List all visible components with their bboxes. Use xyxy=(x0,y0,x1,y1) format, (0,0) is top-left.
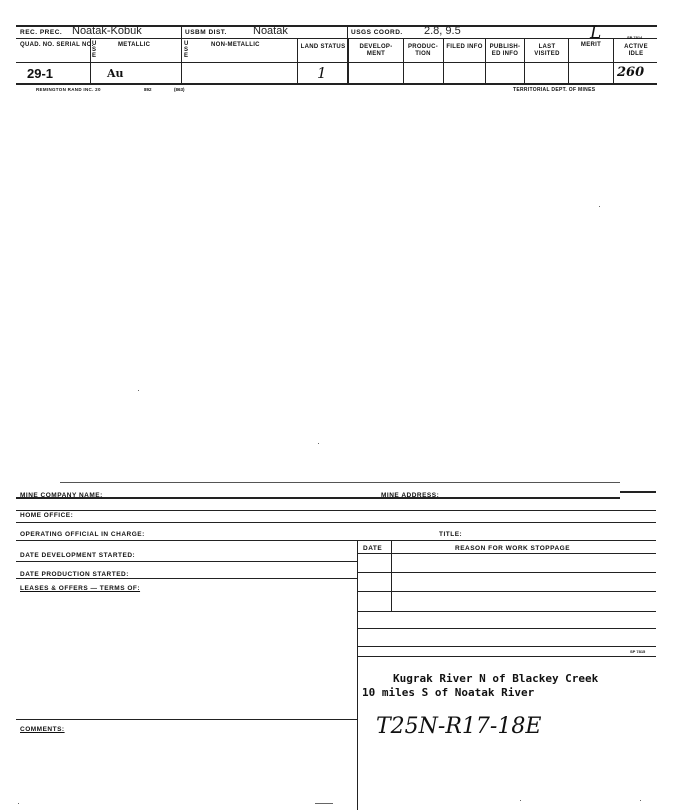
title-label: TITLE: xyxy=(439,531,463,538)
rec-prec-label: REC. PREC. xyxy=(20,29,63,36)
usbm-dist-label: USBM DIST. xyxy=(185,29,227,36)
imprint-code-2: (863) xyxy=(174,87,185,92)
reason-header: REASON FOR WORK STOPPAGE xyxy=(455,545,571,552)
township-range-handwritten: T25N-R17-18E xyxy=(376,714,542,739)
quad-serial-header xyxy=(20,42,94,49)
location-line-2: 10 miles S of Noatak River xyxy=(362,686,535,699)
operating-official-label: OPERATING OFFICIAL IN CHARGE: xyxy=(20,531,145,538)
production-label: PRODUC-TION xyxy=(407,44,439,57)
mine-company-name-label: MINE COMPANY NAME: xyxy=(20,492,103,499)
date-production-label: DATE PRODUCTION STARTED: xyxy=(20,571,129,578)
usbm-dist-value: Noatak xyxy=(253,25,288,37)
location-line-1: Kugrak River N of Blackey Creek xyxy=(393,672,599,685)
leases-label: LEASES & OFFERS — TERMS OF: xyxy=(20,585,141,592)
non-metallic-label: NON-METALLIC xyxy=(211,42,260,48)
use-code-2-label: U S E xyxy=(184,41,189,59)
home-office-label: HOME OFFICE: xyxy=(20,512,74,519)
quad-no-label: QUAD. NO. xyxy=(20,42,55,48)
published-info-label: PUBLISH-ED INFO xyxy=(489,44,521,57)
date-development-label: DATE DEVELOPMENT STARTED: xyxy=(20,552,136,559)
metallic-value: Au xyxy=(107,67,124,80)
quad-serial-value: 29-1 xyxy=(27,66,54,81)
metallic-label: METALLIC xyxy=(118,42,151,48)
land-status-value: 1 xyxy=(317,64,327,82)
lower-form-number: SP 7815 xyxy=(630,649,646,654)
use-code-label: U S E xyxy=(92,41,97,59)
filed-info-label: FILED INFO xyxy=(446,44,483,50)
comments-label: COMMENTS: xyxy=(20,726,65,733)
printer-imprint: REMINGTON RAND INC. 20 xyxy=(36,87,101,92)
mine-address-label: MINE ADDRESS: xyxy=(381,492,440,499)
department-imprint: TERRITORIAL DEPT. OF MINES xyxy=(513,87,596,93)
land-status-label: LAND STATUS xyxy=(300,44,346,50)
merit-label: MERIT xyxy=(580,42,602,48)
active-idle-label: ACTIVE IDLE xyxy=(624,44,648,57)
rec-prec-value: Noatak-Kobuk xyxy=(72,25,142,37)
last-visited-label: LAST VISITED xyxy=(534,44,560,57)
development-label: DEVELOP-MENT xyxy=(359,44,393,57)
active-idle-value: 260 xyxy=(617,65,645,80)
imprint-code-1: 892 xyxy=(144,87,152,92)
date-header: DATE xyxy=(363,545,383,552)
serial-no-label: SERIAL NO. xyxy=(56,42,94,48)
form-number: SP 7814 xyxy=(627,35,643,40)
corner-mark: L xyxy=(590,23,602,43)
usgs-coord-label: USGS COORD. xyxy=(351,29,403,36)
usgs-coord-value: 2.8, 9.5 xyxy=(424,25,461,37)
